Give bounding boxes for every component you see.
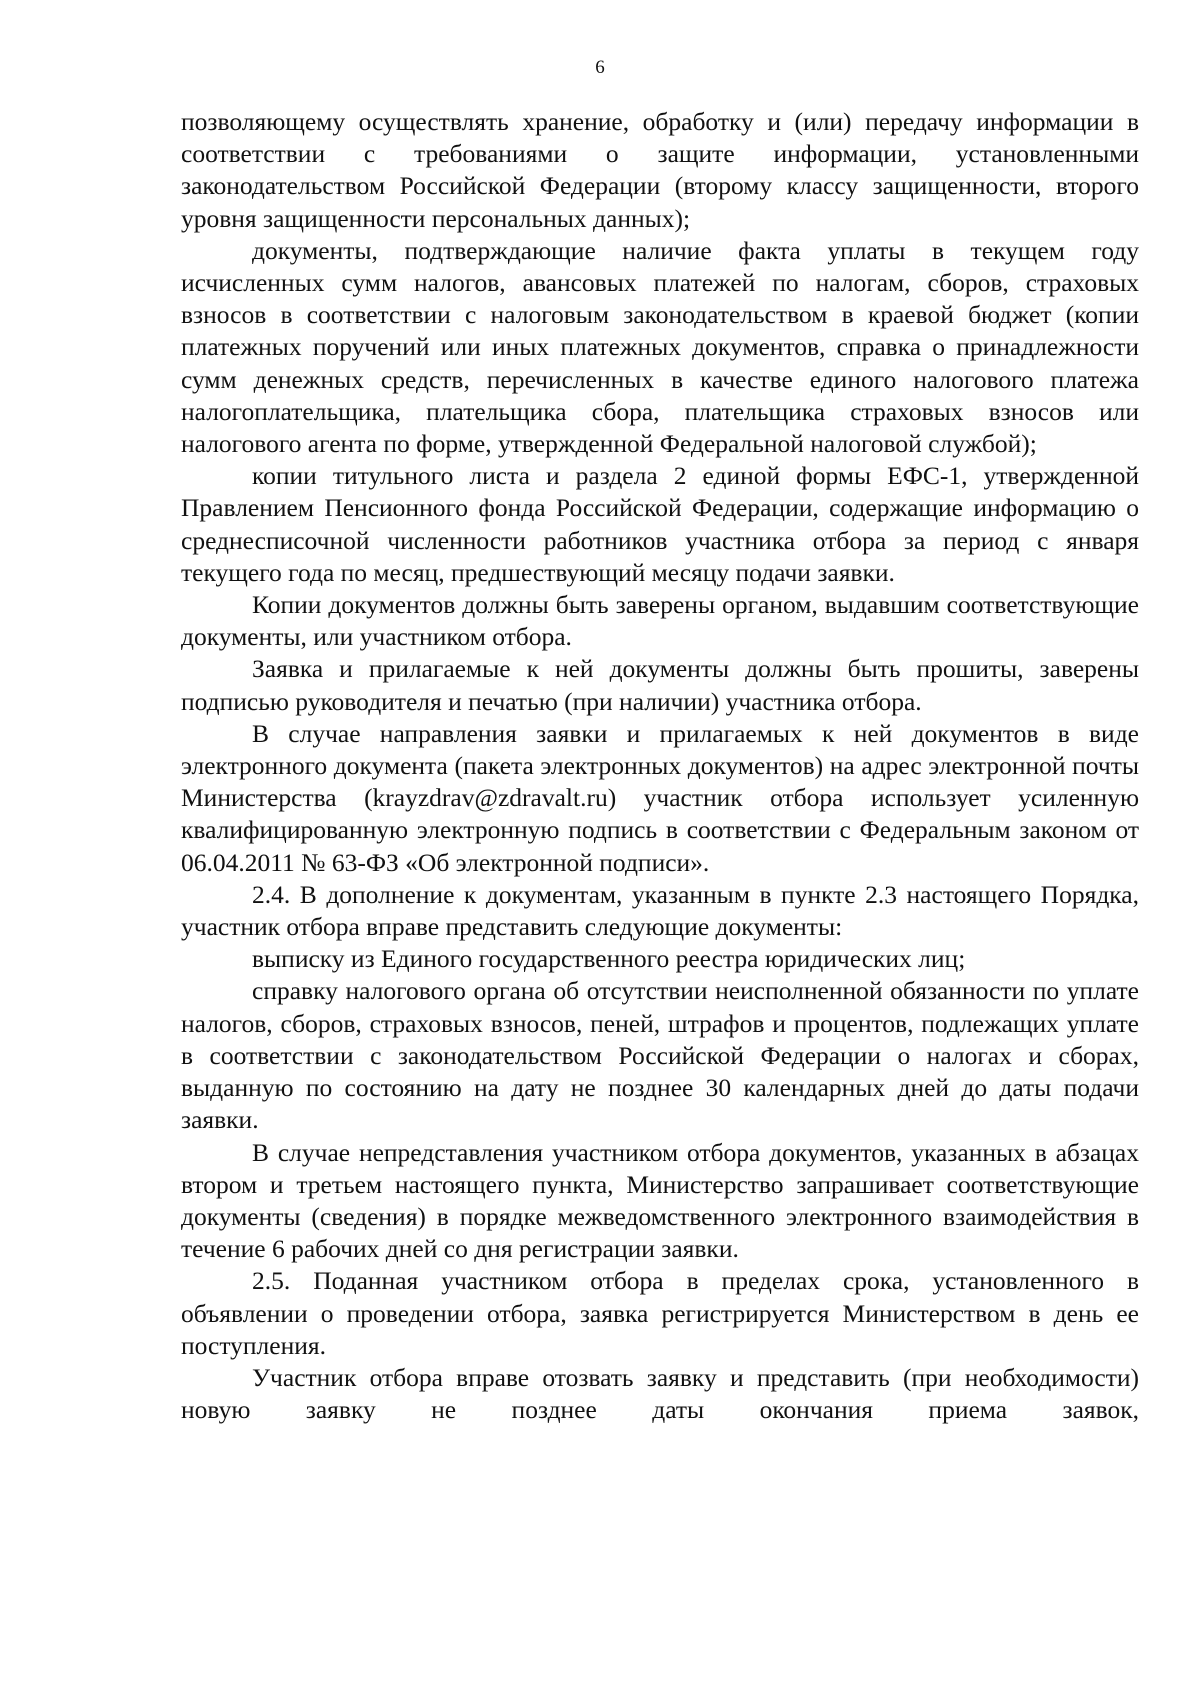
paragraph-tax-certificate: справку налогового органа об отсутствии неисполненной обязанности по уплате налогов, сборов, страховых взносов, пеней, штрафов и процентов, подлежащих уплате в соответствии с законодательством Российской Федерации о налогах и сборах, выданную по состоянию на дату не позднее 30 календарных дней до даты подачи заявки. xyxy=(181,976,1139,1135)
paragraph-electronic-submission: В случае направления заявки и прилагаемых к ней документов в виде электронного документа (пакета электронных документов) на адрес электронной почты Министерства (krayzdrav@zdravalt.ru) участник отбора использует усиленную квалифицированную электронную подпись в соответствии с Федеральным законом от 06.04.2011 № 63-ФЗ «Об электронной подписи». xyxy=(181,718,1139,877)
document-body xyxy=(181,106,1139,1426)
paragraph-egrul-extract: выписку из Единого государственного реестра юридических лиц; xyxy=(252,944,966,974)
page-number: 6 xyxy=(595,57,605,78)
paragraph-efs1-copies: копии титульного листа и раздела 2 единой формы ЕФС-1, утвержденной Правлением Пенсионного фонда Российской Федерации, содержащие информацию о среднесписочной численности работников участника отбора за период с января текущего года по месяц, предшествующий месяцу подачи заявки. xyxy=(181,461,1139,587)
paragraph-binding-requirements: Заявка и прилагаемые к ней документы должны быть прошиты, заверены подписью руководителя и печатью (при наличии) участника отбора. xyxy=(181,654,1139,716)
paragraph-tax-payment-documents: документы, подтверждающие наличие факта уплаты в текущем году исчисленных сумм налогов, авансовых платежей по налогам, сборов, страховых взносов в соответствии с налоговым законодательством в краевой бюджет (копии платежных поручений или иных платежных документов, справка о принадлежности сумм денежных средств, перечисленных в качестве единого налогового платежа налогоплательщика, плательщика сбора, плательщика страховых взносов или налогового агента по форме, утвержденной Федеральной налоговой службой); xyxy=(181,235,1139,459)
paragraph-2-4: 2.4. В дополнение к документам, указанным в пункте 2.3 настоящего Порядка, участник отбора вправе представить следующие документы: xyxy=(181,879,1139,942)
paragraph-interagency-request: В случае непредставления участником отбора документов, указанных в абзацах втором и третьем настоящего пункта, Министерство запрашивает соответствующие документы (сведения) в порядке межведомственного электронного взаимодействия в течение 6 рабочих дней со дня регистрации заявки. xyxy=(181,1137,1139,1264)
paragraph-continuation: позволяющему осуществлять хранение, обработку и (или) передачу информации в соответствии с требованиями о защите информации, установленными законодательством Российской Федерации (второму классу защищенности, второго уровня защищенности персональных данных); xyxy=(181,107,1139,233)
paragraph-copies-certification: Копии документов должны быть заверены органом, выдавшим соответствующие документы, или участником отбора. xyxy=(181,590,1139,652)
paragraph-2-5: 2.5. Поданная участником отбора в пределах срока, установленного в объявлении о проведении отбора, заявка регистрируется Министерством в день ее поступления. xyxy=(181,1266,1139,1360)
paragraph-withdraw-application: Участник отбора вправе отозвать заявку и представить (при необходимости) новую заявку не позднее даты окончания приема заявок, xyxy=(181,1362,1139,1425)
